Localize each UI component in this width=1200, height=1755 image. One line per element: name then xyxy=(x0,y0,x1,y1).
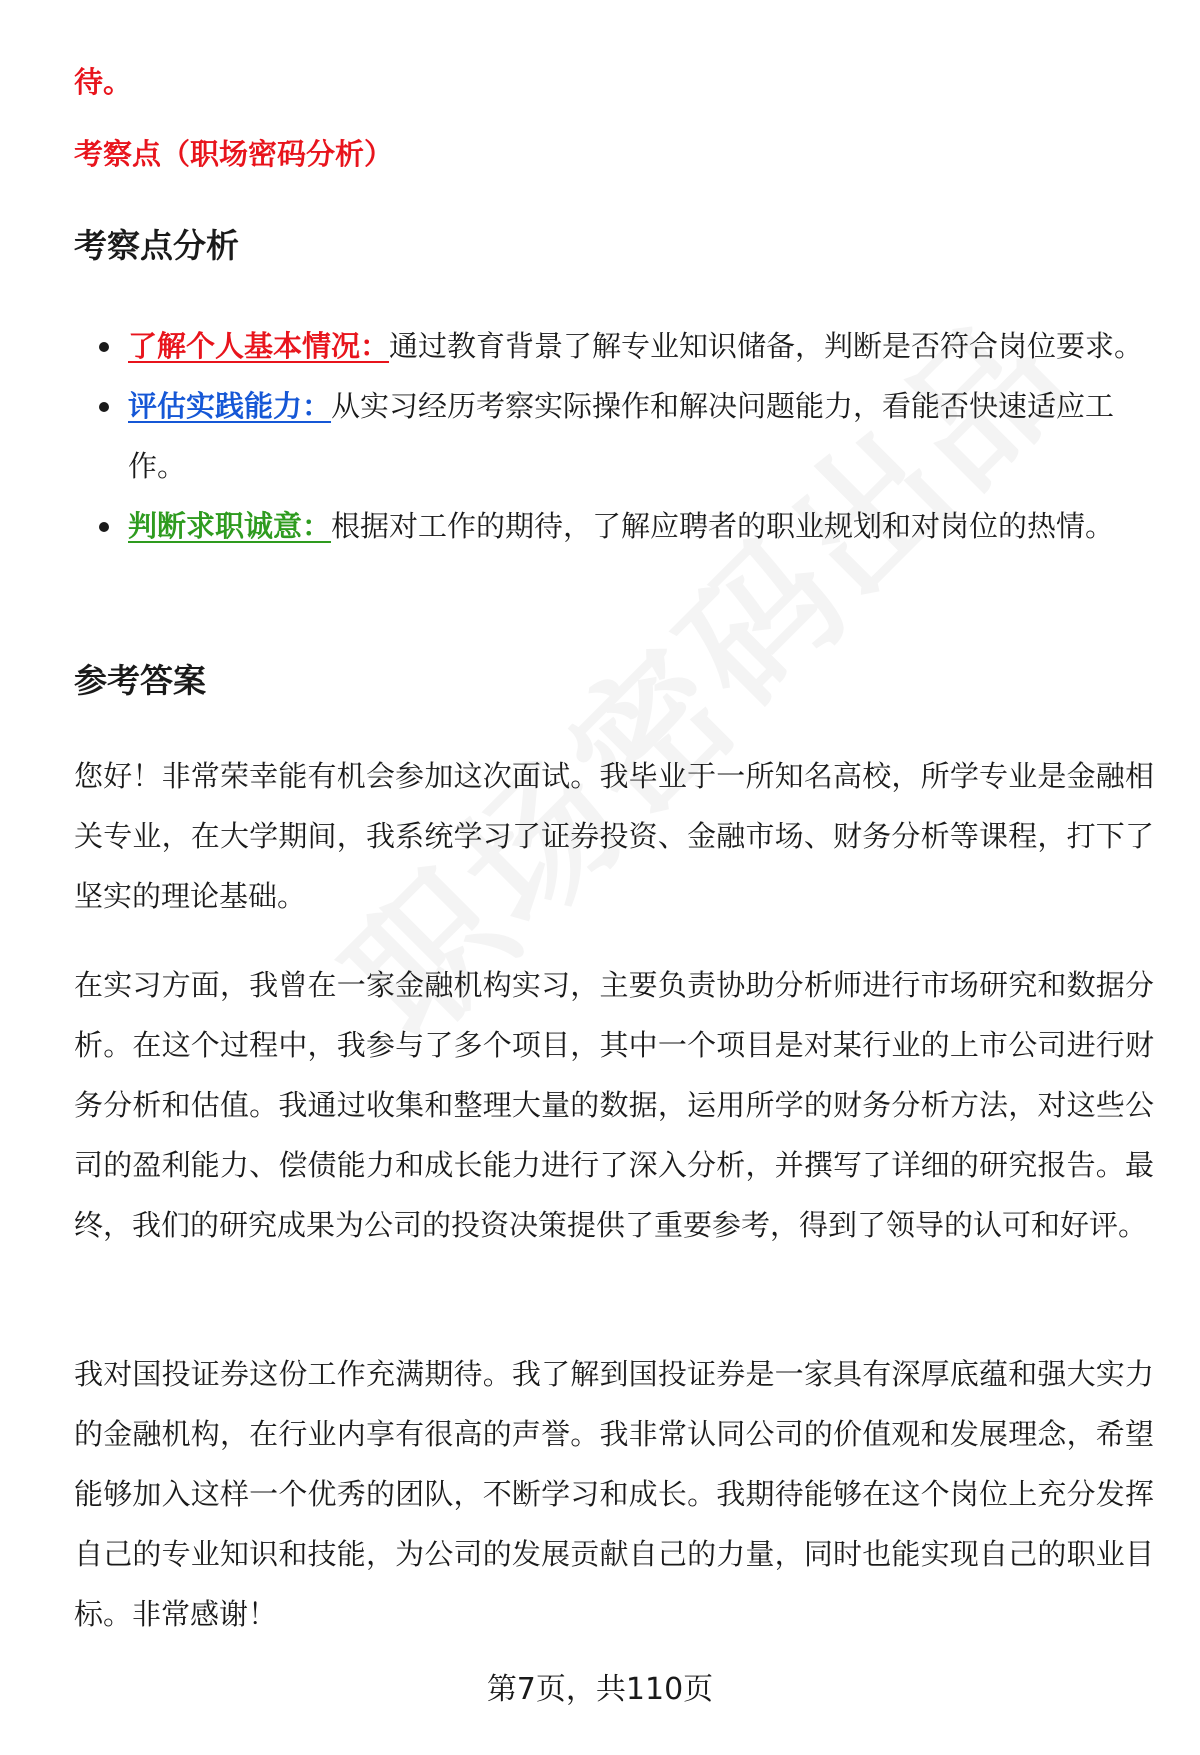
section-label: 考察点（职场密码分析） xyxy=(74,137,394,171)
answer-paragraph: 您好！非常荣幸能有机会参加这次面试。我毕业于一所知名高校，所学专业是金融相关专业，在大学期间，我系统学习了证券投资、金融市场、财务分析等课程，打下了坚实的理论基础。 xyxy=(74,759,1154,913)
list-item xyxy=(74,316,1154,376)
answer-heading: 参考答案 xyxy=(74,661,206,700)
point-keyword: 评估实践能力： xyxy=(128,389,332,423)
answer-paragraph: 在实习方面，我曾在一家金融机构实习，主要负责协助分析师进行市场研究和数据分析。在这个过程中，我参与了多个项目，其中一个项目是对某行业的上市公司进行财务分析和估值。我通过收集和整理大量的数据，运用所学的财务分析方法，对这些公司的盈利能力、偿债能力和成长能力进行了深入分析，并撰写了详细的研究报告。最终，我们的研究成果为公司的投资决策提供了重要参考，得到了领导的认可和好评。 xyxy=(74,968,1154,1242)
point-keyword: 了解个人基本情况： xyxy=(128,329,390,363)
bullet-icon xyxy=(99,342,109,352)
bullet-icon xyxy=(99,402,109,412)
list-item xyxy=(74,496,1154,556)
continued-text: 待。 xyxy=(74,65,133,99)
bullet-icon xyxy=(99,522,109,532)
answer-paragraph: 我对国投证券这份工作充满期待。我了解到国投证券是一家具有深厚底蕴和强大实力的金融机构，在行业内享有很高的声誉。我非常认同公司的价值观和发展理念，希望能够加入这样一个优秀的团队，不断学习和成长。我期待能够在这个岗位上充分发挥自己的专业知识和技能，为公司的发展贡献自己的力量，同时也能实现自己的职业目标。非常感谢！ xyxy=(74,1357,1154,1631)
analysis-heading: 考察点分析 xyxy=(74,226,239,265)
list-item xyxy=(74,376,1154,496)
point-text: 从实习经历考察实际操作和解决问题能力，看能否快速适应工作。 xyxy=(128,389,1115,483)
point-text: 通过教育背景了解专业知识储备，判断是否符合岗位要求。 xyxy=(389,329,1144,363)
analysis-list xyxy=(74,316,1154,556)
point-keyword: 判断求职诚意： xyxy=(128,509,332,543)
page-number: 第7页，共110页 xyxy=(486,1672,714,1707)
point-text: 根据对工作的期待，了解应聘者的职业规划和对岗位的热情。 xyxy=(331,509,1115,543)
